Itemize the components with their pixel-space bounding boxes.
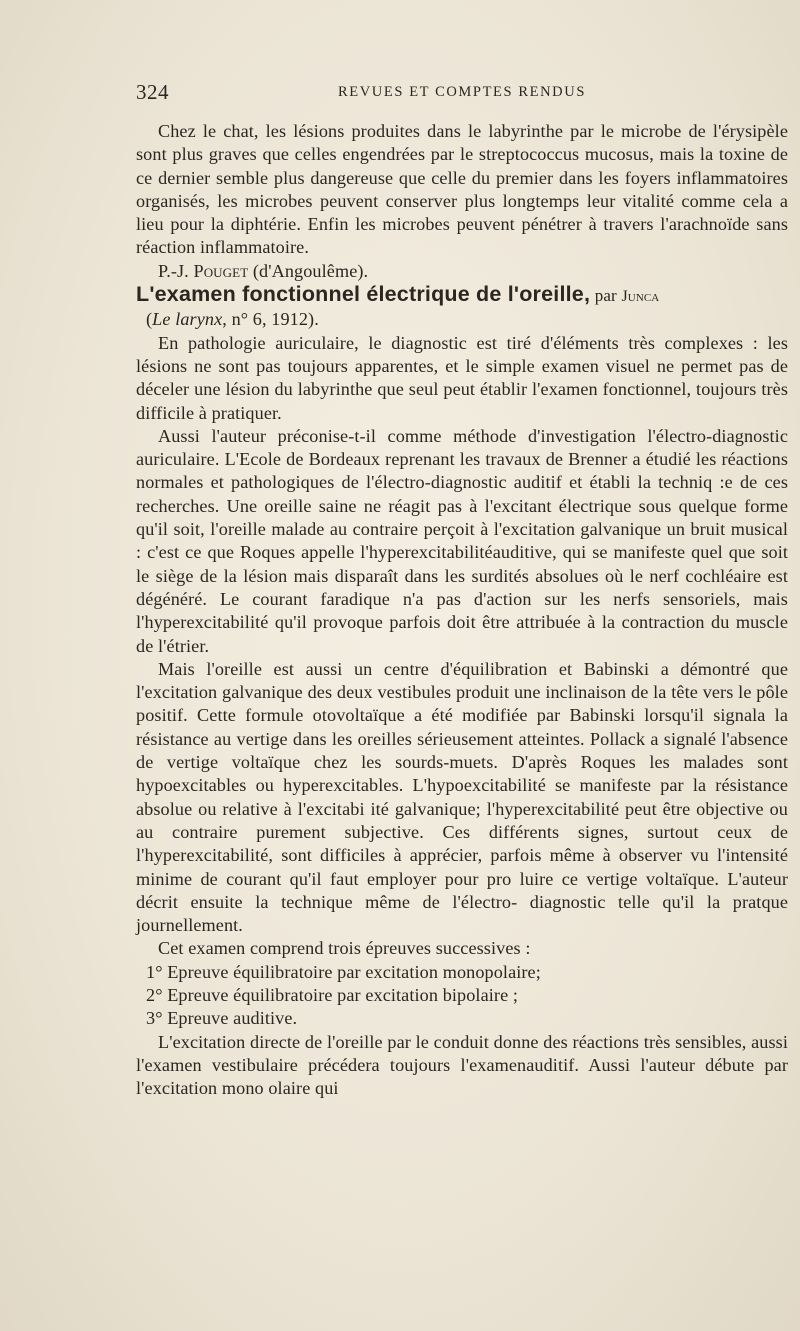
- review2-paragraph-4: Cet examen comprend trois épreuves successives :: [158, 938, 531, 959]
- article-by: par: [594, 286, 617, 306]
- source-open: (: [146, 309, 153, 330]
- source-journal: Le larynx: [152, 309, 223, 330]
- signature-name: P.-J. Pouget: [158, 260, 249, 281]
- article-author: Junca: [621, 288, 660, 306]
- list-item-1: 1° Epreuve équilibratoire par excitation monopolaire;: [146, 961, 541, 982]
- list-item-2: 2° Epreuve équilibratoire par excitation bipolaire ;: [146, 984, 519, 1005]
- running-title: REVUES ET COMPTES RENDUS: [337, 84, 586, 100]
- article-source: [146, 309, 319, 329]
- page-header: [136, 80, 788, 106]
- source-details: , n° 6, 1912).: [222, 309, 319, 330]
- review1-signature: [136, 260, 788, 283]
- list-item-3: 3° Epreuve auditive.: [146, 1008, 298, 1029]
- review2-final-paragraph: L'excitation directe de l'oreille par le conduit donne des réactions très sensibles, aussi l'examen vestibulaire précédera toujours l'examenauditif. Aussi l'auteur débute par l'excitation mono olaire qui: [136, 1031, 788, 1099]
- review2-heading: [136, 283, 788, 332]
- article-title: L'examen fonctionnel électrique de l'oreille,: [136, 282, 591, 307]
- review2-paragraph-1: En pathologie auriculaire, le diagnostic est tiré d'éléments très complexes : les lésions ne sont pas toujours apparentes, et le simple examen visuel ne permet pas de déceler une lésion du labyrinthe que seul peut établir l'examen fonctionnel, toujours très difficile à pratiquer.: [136, 332, 788, 423]
- signature-place: (d'Angoulême).: [252, 260, 369, 281]
- review2-paragraph-3: Mais l'oreille est aussi un centre d'équilibration et Babinski a démontré que l'excitation galvanique des deux vestibules produit une inclinaison de la tête vers le pôle positif. Cette formule otovoltaïque a été modifiée par Babinski lorsqu'il signala la résistance au vertige dans les oreilles sérieusement atteintes. Pollack a signalé l'absence de vertige voltaïque chez les sourds-muets. D'après Roques les malades sont hypoexcitables ou hyperexcitables. L'hypoexcitabilité se manifeste par la résistance absolue ou relative à l'excitabi ité galvanique; l'hyperexcitabilité peut être objective ou au contraire purement subjective. Ces différents signes, surtout ceux de l'hyperexcitabilité, sont difficiles à apprécier, parfois même à observer vu l'intensité minime de courant qu'il faut employer pour pro luire ce vertige voltaïque. L'auteur décrit ensuite la technique même de l'électro- diagnostic telle qu'il la pratque journellement.: [136, 658, 788, 936]
- review1-paragraph: Chez le chat, les lésions produites dans le labyrinthe par le microbe de l'érysipèle sont plus graves que celles engendrées par le streptococcus mucosus, mais la toxine de ce dernier semble plus dangereuse que celle du premier dans les foyers inflammatoires organisés, les microbes peuvent conserver plus longtemps leur vitalité comme cela a lieu pour la diphtérie. Enfin les microbes peuvent pénétrer à travers l'arachnoïde sans réaction inflammatoire.: [136, 121, 788, 258]
- review2-paragraph-2: Aussi l'auteur préconise-t-il comme méthode d'investigation l'électro-diagnostic auriculaire. L'Ecole de Bordeaux reprenant les travaux de Brenner a étudié les réactions normales et pathologiques de l'électro-diagnostic auditif et établi la techniq :e de ces recherches. Une oreille saine ne réagit pas à l'excitant électrique sous quelque forme qu'il soit, l'oreille malade au contraire perçoit à l'excitation galvanique un bruit musical : c'est ce que Roques appelle l'hyperexcitabilitéauditive, qui se manifeste quel que soit le siège de la lésion mais disparaît dans les surdités absolues où le nerf cochléaire est dégénéré. Le courant faradique n'a pas d'action sur les nerfs sensoriels, mais l'hyperexcitabilité qu'il provoque parfois doit être attribuée à la contraction du muscle de l'étrier.: [136, 425, 788, 656]
- page-body: [136, 120, 788, 1100]
- page-number: 324: [136, 80, 169, 104]
